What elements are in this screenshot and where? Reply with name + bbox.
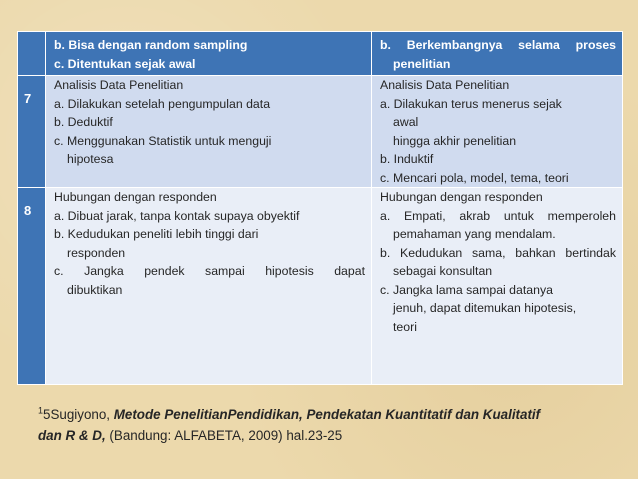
cell-line: c. Menggunakan Statistik untuk menguji bbox=[54, 133, 272, 148]
table-row bbox=[18, 188, 623, 385]
cell-line: c. Mencari pola, model, tema, teori bbox=[380, 170, 569, 185]
cell-line: b. Berkembangnya selama proses bbox=[380, 38, 616, 52]
quantitative-cell bbox=[46, 76, 372, 188]
cell-line: responden bbox=[67, 245, 126, 260]
qualitative-cell bbox=[372, 76, 623, 188]
table-row-continued bbox=[18, 32, 623, 76]
cell-line: b. Induktif bbox=[380, 152, 434, 166]
cell-line: c. Jangka lama sampai datanya bbox=[380, 282, 553, 297]
cell-line: a. Dibuat jarak, tanpa kontak supaya obyektif bbox=[54, 208, 300, 223]
footnote-number: 5 bbox=[43, 407, 51, 422]
footnote-title: Metode PenelitianPendidikan, Pendekatan Kuantitatif dan Kualitatif bbox=[113, 407, 541, 422]
cell-line: b. Deduktif bbox=[54, 115, 113, 129]
quantitative-cell bbox=[46, 32, 372, 76]
cell-line: c. Ditentukan sejak awal bbox=[54, 56, 196, 71]
row-number-empty bbox=[18, 32, 46, 76]
cell-line: dibuktikan bbox=[67, 282, 123, 297]
cell-line: b. Kedudukan sama, bahkan bertindak bbox=[380, 245, 616, 260]
cell-line: Analisis Data Penelitian bbox=[54, 78, 184, 92]
qualitative-cell bbox=[372, 32, 623, 76]
cell-line: Hubungan dengan responden bbox=[380, 190, 543, 204]
footnote-title-continued: dan R & D, bbox=[38, 428, 106, 443]
row-number: 7 bbox=[18, 76, 46, 188]
cell-line: jenuh, dapat ditemukan hipotesis, bbox=[393, 301, 577, 315]
table-row bbox=[18, 76, 623, 188]
quantitative-cell bbox=[46, 188, 372, 385]
comparison-table bbox=[17, 31, 623, 385]
cell-line: Analisis Data Penelitian bbox=[380, 78, 510, 92]
cell-line: Hubungan dengan responden bbox=[54, 190, 217, 204]
footnote-author: Sugiyono, bbox=[50, 407, 114, 422]
cell-line: pemahaman yang mendalam. bbox=[393, 227, 556, 241]
footnote-publisher: (Bandung: ALFABETA, 2009) hal.23-25 bbox=[105, 428, 343, 443]
cell-line: a. Empati, akrab untuk memperoleh bbox=[380, 208, 616, 223]
cell-line: a. Dilakukan setelah pengumpulan data bbox=[54, 96, 271, 111]
cell-line: c. Jangka pendek sampai hipotesis dapat bbox=[54, 264, 365, 278]
cell-line: penelitian bbox=[393, 56, 451, 71]
cell-line: hingga akhir penelitian bbox=[393, 133, 517, 148]
cell-line: sebagai konsultan bbox=[393, 264, 493, 278]
cell-line: b. Kedudukan peneliti lebih tinggi dari bbox=[54, 227, 259, 241]
cell-line: a. Dilakukan terus menerus sejak bbox=[380, 96, 562, 111]
footnote bbox=[38, 404, 598, 446]
cell-line: teori bbox=[393, 319, 417, 334]
qualitative-cell bbox=[372, 188, 623, 385]
cell-line: awal bbox=[393, 115, 419, 129]
cell-line: hipotesa bbox=[67, 152, 114, 166]
comparison-table-container bbox=[17, 31, 622, 380]
row-number: 8 bbox=[18, 188, 46, 385]
footnote-marker: 1 bbox=[38, 405, 44, 416]
cell-line: b. Bisa dengan random sampling bbox=[54, 38, 248, 52]
